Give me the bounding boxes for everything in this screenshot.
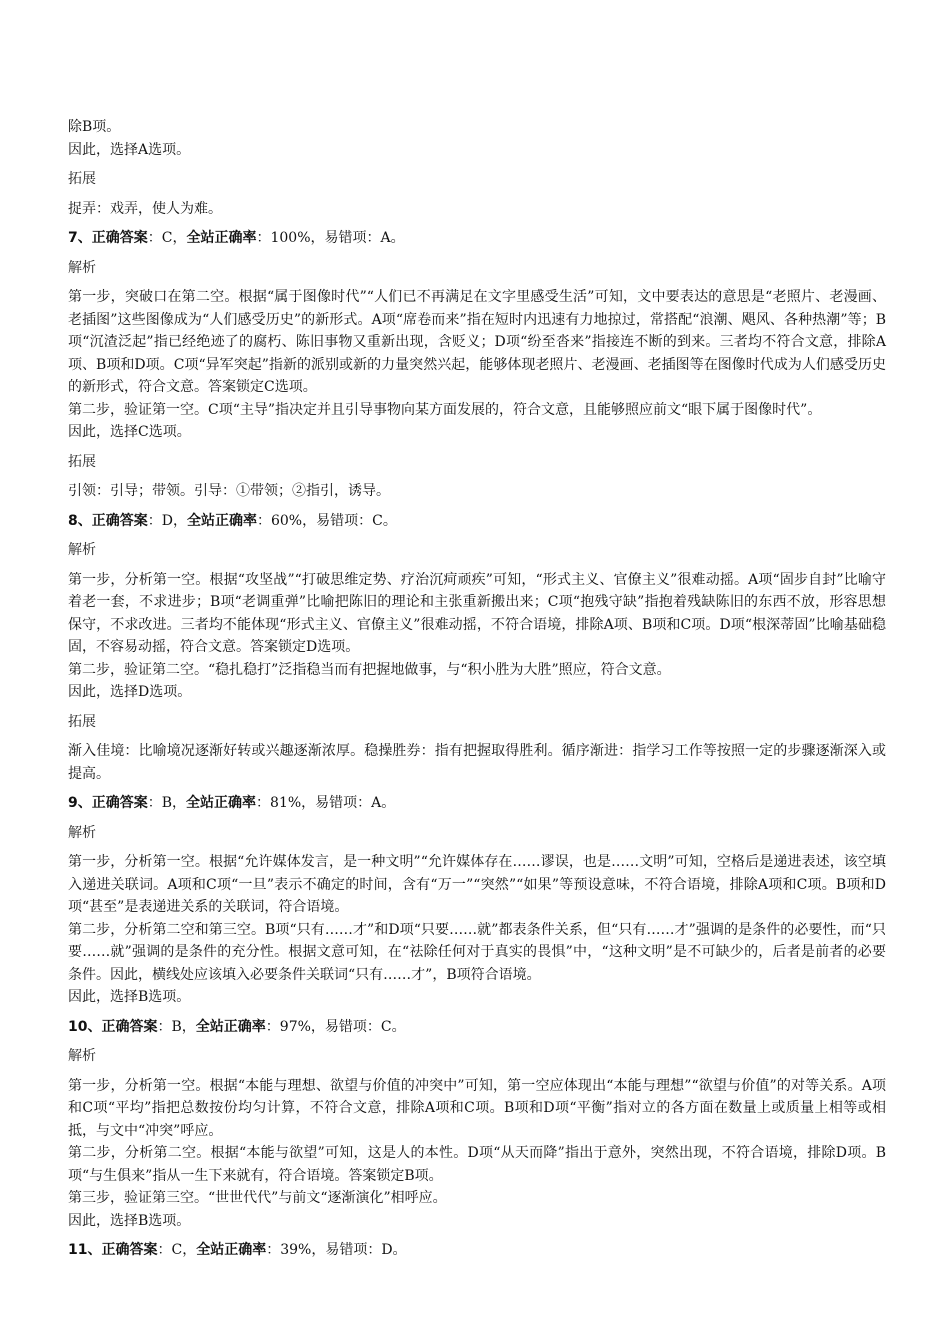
paragraph: 渐入佳境：比喻境况逐渐好转或兴趣逐渐浓厚。稳操胜券：指有把握取得胜利。循序渐进：指学习工作等按照一定的步骤逐渐深入或提高。 <box>68 743 886 782</box>
rate-value: ：97%，易错项：C。 <box>265 1018 406 1035</box>
question-number: 10、 <box>68 1018 102 1035</box>
text-line: 第三步，验证第三空。“世世代代”与前文“逐渐演化”相呼应。 <box>68 1190 447 1206</box>
answer-value: ：B， <box>147 795 187 811</box>
rate-label: 全站正确率 <box>186 512 257 529</box>
rate-value: ：100%，易错项：A。 <box>256 230 405 246</box>
answer-label: 正确答案 <box>101 1242 158 1258</box>
answer-label: 正确答案 <box>91 512 148 529</box>
question-number: 11、 <box>68 1242 102 1258</box>
text-line: 捉弄：戏弄，使人为难。 <box>68 200 222 217</box>
text-line: 因此，选择C选项。 <box>68 424 191 440</box>
paragraph: 第二步，分析第二空。根据“本能与欲望”可知，这是人的本性。D项“从天而降”指出于意外，突然出现，不符合语境，排除D项。B项“与生俱来”指从一生下来就有，符合语境。答案锁定B项。 <box>68 1145 886 1184</box>
answer-label: 正确答案 <box>91 795 148 811</box>
section-label-analysis: 解析 <box>68 1048 96 1064</box>
text-line: 引领：引导；带领。引导：①带领；②指引，诱导。 <box>68 483 390 499</box>
rate-label: 全站正确率 <box>195 1018 266 1035</box>
section-label-analysis: 解析 <box>68 259 96 276</box>
question-number: 9、 <box>68 795 92 811</box>
section-label-analysis: 解析 <box>68 542 96 558</box>
answer-line-q11 <box>68 1239 886 1262</box>
paragraph: 第二步，验证第二空。“稳扎稳打”泛指稳当而有把握地做事，与“积小胜为大胜”照应，符合文意。 <box>68 661 671 678</box>
text-line: 因此，选择B选项。 <box>68 989 191 1005</box>
rate-label: 全站正确率 <box>186 230 257 246</box>
paragraph: 第一步，突破口在第二空。根据“属于图像时代”“人们已不再满足在文字里感受生活”可知，文中要表达的意思是“老照片、老漫画、老插图”这些图像成为“人们感受历史”的新形式。A项“席卷而来”指在短时内迅速有力地掠过，常搭配“浪潮、飓风、各种热潮”等；B项“沉渣泛起”指已经绝迹了的腐朽、陈旧事物又重新出现，含贬义；D项“纷至沓来”指接连不断的到来。三者均不符合文意，排除A项、B项和D项。C项“异军突起”指新的派别或新的力量突然兴起，能够体现老照片、老漫画、老插图等在图像时代成为人们感受历史的新形式，符合文意。答案锁定C选项。 <box>68 289 886 395</box>
answer-line-q8 <box>68 510 886 533</box>
section-label-extension: 拓展 <box>68 453 96 470</box>
rate-value: ：39%，易错项：D。 <box>266 1242 407 1258</box>
document-page <box>68 116 886 1262</box>
answer-line-q9 <box>68 792 886 815</box>
rate-label: 全站正确率 <box>196 1242 267 1258</box>
section-label-analysis: 解析 <box>68 824 96 841</box>
paragraph: 第一步，分析第一空。根据“允许媒体发言，是一种文明”“允许媒体存在……谬误，也是……文明”可知，空格后是递进表述，该空填入递进关联词。A项和C项“一旦”表示不确定的时间，含有“万一”“突然”“如果”等预设意味，不符合语境，排除A项和C项。B项和D项“甚至”是表递进关系的关联词，符合语境。 <box>68 854 886 915</box>
answer-value: ：C， <box>157 1242 197 1258</box>
paragraph: 第一步，分析第一空。根据“攻坚战”“打破思维定势、疗治沉疴顽疾”可知，“形式主义、官僚主义”很难动摇。A项“固步自封”比喻守着老一套，不求进步；B项“老调重弹”比喻把陈旧的理论和主张重新搬出来；C项“抱残守缺”指抱着残缺陈旧的东西不放，形容思想保守，不求改进。三者均不能体现“形式主义、官僚主义”很难动摇，不符合语境，排除A项、B项和C项。D项“根深蒂固”比喻基础稳固，不容易动摇，符合文意。答案锁定D选项。 <box>68 571 886 655</box>
text-line: 除B项。 <box>68 119 121 135</box>
answer-value: ：D， <box>147 512 187 529</box>
section-label-extension: 拓展 <box>68 713 96 730</box>
text-line: 因此，选择B选项。 <box>68 1212 191 1229</box>
rate-label: 全站正确率 <box>186 795 257 811</box>
rate-value: ：60%，易错项：C。 <box>256 512 397 529</box>
section-label-extension: 拓展 <box>68 171 96 187</box>
paragraph: 第二步，分析第二空和第三空。B项“只有……才”和D项“只要……就”都表条件关系，但“只有……才”强调的是条件的必要性，而“只要……就”强调的是条件的充分性。根据文意可知，在“祛除任何对于真实的畏惧”中，“这种文明”是不可缺少的，后者是前者的必要条件。因此，横线处应该填入必要条件关联词“只有……才”，B项符合语境。 <box>68 921 886 983</box>
answer-line-q10 <box>68 1016 886 1039</box>
paragraph: 第一步，分析第一空。根据“本能与理想、欲望与价值的冲突中”可知，第一空应体现出“本能与理想”“欲望与价值”的对等关系。A项和C项“平均”指把总数按份均匀计算，不符合文意，排除A项和C项。B项和D项“平衡”指对立的各方面在数量上或质量上相等或相抵，与文中“冲突”呼应。 <box>68 1077 886 1139</box>
question-number: 7、 <box>68 230 92 246</box>
paragraph: 第二步，验证第一空。C项“主导”指决定并且引导事物向某方面发展的，符合文意，且能够照应前文“眼下属于图像时代”。 <box>68 401 822 418</box>
answer-value: ：C， <box>147 230 187 246</box>
rate-value: ：81%，易错项：A。 <box>256 795 396 811</box>
answer-value: ：B， <box>157 1018 196 1035</box>
question-number: 8、 <box>68 512 92 529</box>
text-line: 因此，选择A选项。 <box>68 141 191 158</box>
answer-label: 正确答案 <box>101 1018 158 1035</box>
answer-line-q7 <box>68 227 886 250</box>
text-line: 因此，选择D选项。 <box>68 684 192 700</box>
answer-label: 正确答案 <box>91 230 148 246</box>
